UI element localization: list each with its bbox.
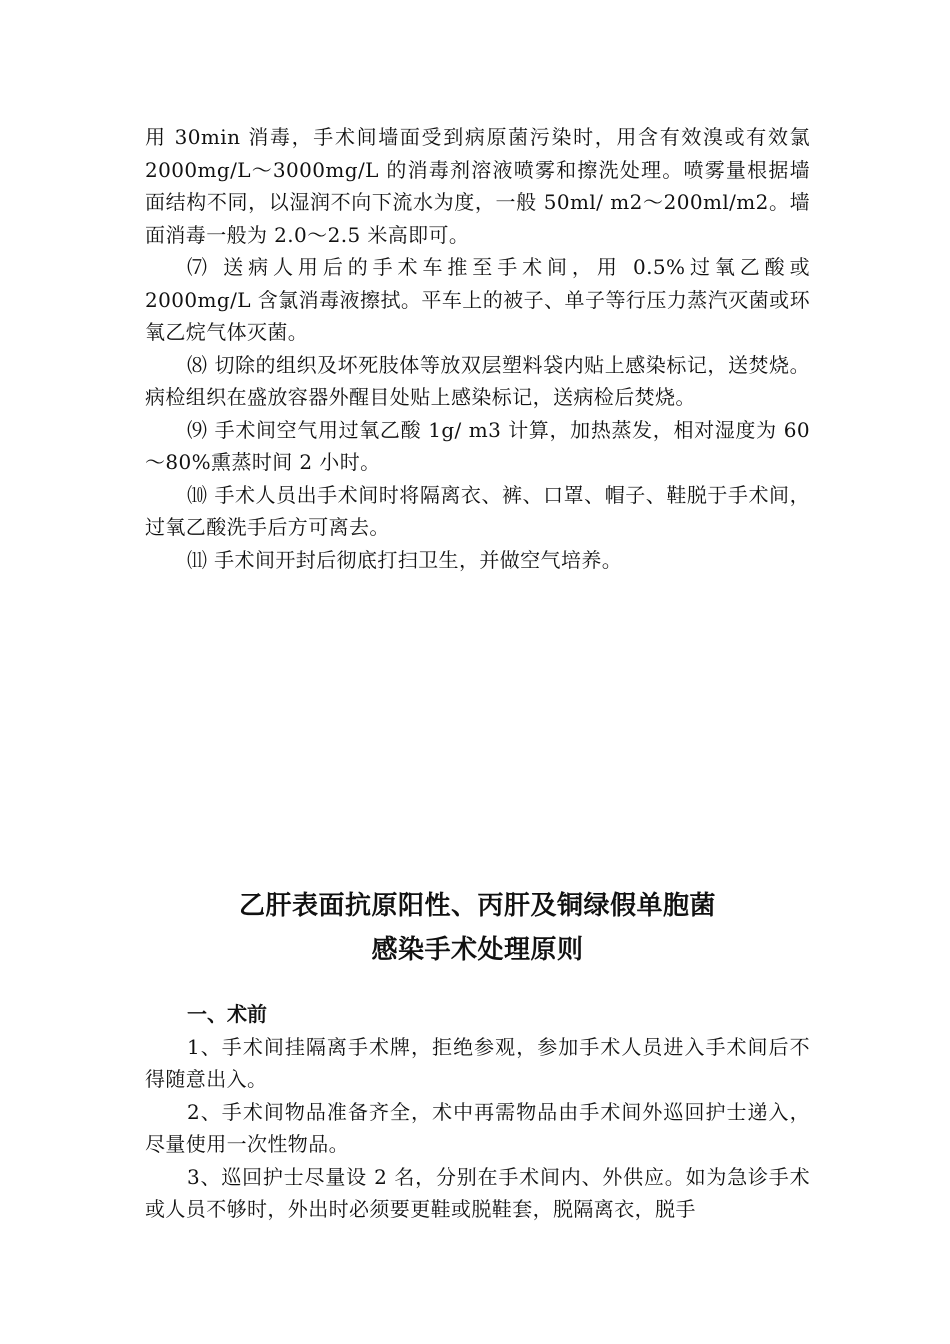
preop-section: [145, 998, 810, 1226]
item-7-paragraph: ⑺ 送病人用后的手术车推至手术间，用 0.5%过氧乙酸或 2000mg/L 含氯消毒液擦拭。平车上的被子、单子等行压力蒸汽灭菌或环氧乙烷气体灭菌。: [145, 255, 810, 344]
disinfection-continued-section: [145, 121, 810, 576]
section-title-line-2: 感染手术处理原则: [371, 935, 584, 965]
preop-item-2: 2、手术间物品准备齐全，术中再需物品由手术间外巡回护士递入，尽量使用一次性物品。: [145, 1099, 810, 1156]
preop-heading: 一、术前: [187, 1002, 267, 1026]
preop-item-1: 1、手术间挂隔离手术牌，拒绝参观，参加手术人员进入手术间后不得随意出入。: [145, 1034, 810, 1091]
item-9-paragraph: ⑼ 手术间空气用过氧乙酸 1g/ m3 计算，加热蒸发，相对湿度为 60～80%熏蒸时间 2 小时。: [145, 417, 810, 474]
preop-item-3: 3、巡回护士尽量设 2 名，分别在手术间内、外供应。如为急诊手术或人员不够时，外出时必须要更鞋或脱鞋套，脱隔离衣，脱手: [145, 1164, 810, 1221]
item-8-paragraph: ⑻ 切除的组织及坏死肢体等放双层塑料袋内贴上感染标记，送焚烧。病检组织在盛放容器外醒目处贴上感染标记，送病检后焚烧。: [145, 352, 810, 409]
item-11-paragraph: ⑾ 手术间开封后彻底打扫卫生，并做空气培养。: [187, 547, 623, 572]
item-10-paragraph: ⑽ 手术人员出手术间时将隔离衣、裤、口罩、帽子、鞋脱于手术间，过氧乙酸洗手后方可离去。: [145, 482, 810, 539]
wall-disinfection-paragraph: 用 30min 消毒，手术间墙面受到病原菌污染时，用含有效溴或有效氯 2000mg/L～3000mg/L 的消毒剂溶液喷雾和擦洗处理。喷雾量根据墙面结构不同，以湿润不向下流水为度，一般 50ml/ m2～200ml/m2。墙面消毒一般为 2.0～2.5 米高即可。: [145, 125, 810, 247]
section-title: [145, 884, 810, 972]
section-title-line-1: 乙肝表面抗原阳性、丙肝及铜绿假单胞菌: [238, 891, 716, 921]
